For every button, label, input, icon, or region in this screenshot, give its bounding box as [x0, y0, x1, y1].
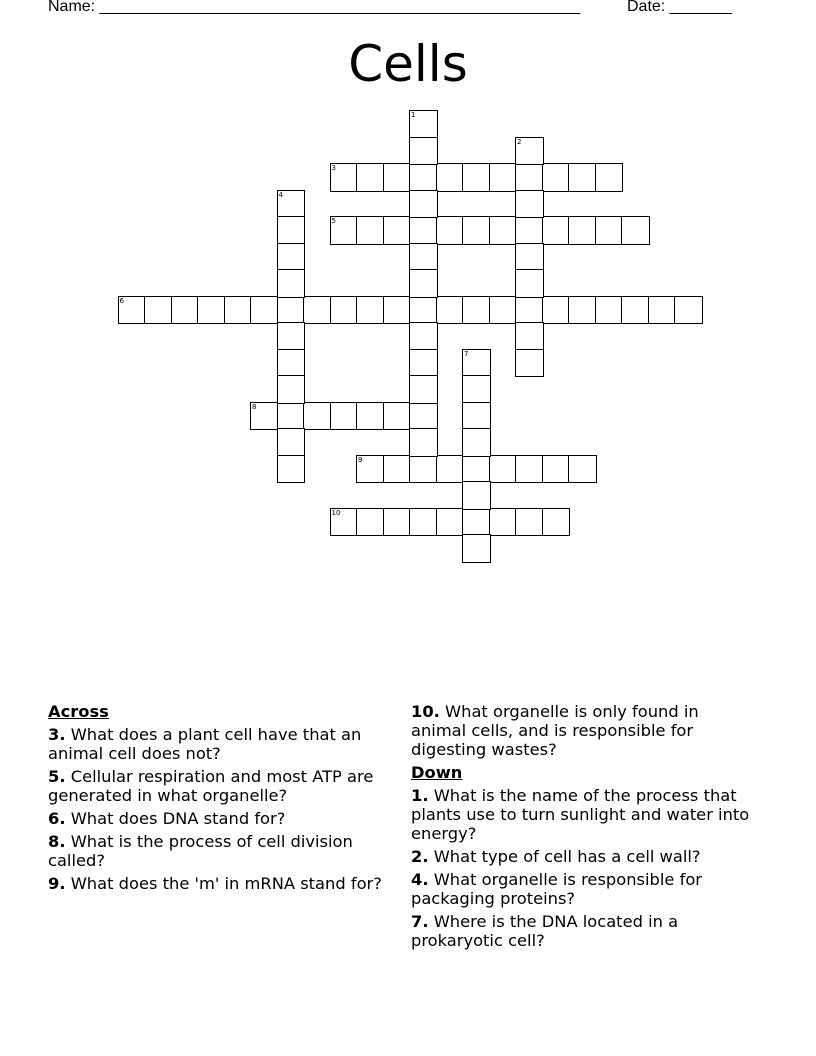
- crossword-cell[interactable]: [409, 428, 438, 457]
- clue-number: 10.: [411, 702, 440, 721]
- crossword-cell[interactable]: [542, 216, 571, 245]
- clue-text: What is the name of the process that plants use to turn sunlight and water into energy?: [411, 786, 750, 843]
- crossword-cell[interactable]: [462, 534, 491, 563]
- clue-number: 9.: [48, 874, 66, 893]
- crossword-cell[interactable]: [409, 137, 438, 166]
- clue-number-label: 10: [331, 508, 341, 517]
- crossword-cell[interactable]: [277, 375, 306, 404]
- clue-number: 5.: [48, 767, 66, 786]
- crossword-cell[interactable]: [489, 296, 518, 325]
- clue-number: 7.: [411, 912, 429, 931]
- crossword-cell[interactable]: [515, 190, 544, 219]
- crossword-cell[interactable]: [383, 163, 412, 192]
- crossword-cell[interactable]: [515, 243, 544, 272]
- crossword-cell[interactable]: [515, 216, 544, 245]
- crossword-cell[interactable]: [277, 269, 306, 298]
- crossword-cell[interactable]: [489, 508, 518, 537]
- crossword-cell[interactable]: [356, 402, 385, 431]
- crossword-cell[interactable]: [515, 322, 544, 351]
- name-line[interactable]: ______________________________________________________: [99, 0, 581, 15]
- crossword-cell[interactable]: [621, 296, 650, 325]
- crossword-cell[interactable]: [330, 402, 359, 431]
- crossword-cell[interactable]: [356, 508, 385, 537]
- crossword-cell[interactable]: [409, 508, 438, 537]
- crossword-cell[interactable]: [277, 190, 306, 219]
- crossword-cell[interactable]: [409, 110, 438, 139]
- crossword-cell[interactable]: [436, 508, 465, 537]
- clue-text: What organelle is responsible for packaging proteins?: [411, 870, 702, 908]
- crossword-cell[interactable]: [462, 402, 491, 431]
- crossword-cell[interactable]: [489, 163, 518, 192]
- crossword-cell[interactable]: [330, 163, 359, 192]
- crossword-cell[interactable]: [356, 163, 385, 192]
- clue-down-7: [411, 912, 756, 950]
- crossword-cell[interactable]: [409, 243, 438, 272]
- crossword-cell[interactable]: [409, 296, 438, 325]
- crossword-cell[interactable]: [515, 455, 544, 484]
- clue-number-label: 2: [517, 137, 522, 146]
- crossword-cell[interactable]: [356, 455, 385, 484]
- crossword-cell[interactable]: [462, 428, 491, 457]
- crossword-cell[interactable]: [648, 296, 677, 325]
- clue-text: What does a plant cell have that an animal cell does not?: [48, 725, 362, 763]
- clue-text: Cellular respiration and most ATP are generated in what organelle?: [48, 767, 374, 805]
- crossword-cell[interactable]: [303, 402, 332, 431]
- crossword-cell[interactable]: [409, 375, 438, 404]
- crossword-cell[interactable]: [674, 296, 703, 325]
- clue-number-label: 9: [358, 455, 363, 464]
- crossword-cell[interactable]: [197, 296, 226, 325]
- crossword-cell[interactable]: [462, 481, 491, 510]
- crossword-cell[interactable]: [595, 216, 624, 245]
- clue-text: What type of cell has a cell wall?: [433, 847, 701, 866]
- crossword-cell[interactable]: [409, 349, 438, 378]
- clue-number: 2.: [411, 847, 429, 866]
- crossword-cell[interactable]: [436, 296, 465, 325]
- clue-number: 3.: [48, 725, 66, 744]
- crossword-cell[interactable]: [383, 455, 412, 484]
- down-heading: Down: [411, 763, 463, 782]
- clue-number: 1.: [411, 786, 429, 805]
- crossword-cell[interactable]: [462, 296, 491, 325]
- crossword-cell[interactable]: [436, 455, 465, 484]
- crossword-cell[interactable]: [409, 402, 438, 431]
- crossword-cell[interactable]: [568, 455, 597, 484]
- page-title: Cells: [348, 35, 468, 93]
- crossword-cell[interactable]: [277, 402, 306, 431]
- crossword-cell[interactable]: [568, 296, 597, 325]
- clue-down-4: [411, 870, 756, 908]
- crossword-cell[interactable]: [224, 296, 253, 325]
- crossword-cell[interactable]: [330, 296, 359, 325]
- clue-across-9: [48, 874, 393, 893]
- clue-down-1: [411, 786, 756, 843]
- clues-left-column: [48, 702, 393, 897]
- clue-down-2: [411, 847, 756, 866]
- clue-across-10: [411, 702, 756, 759]
- clue-across-8: [48, 832, 393, 870]
- crossword-cell[interactable]: [515, 163, 544, 192]
- crossword-cell[interactable]: [436, 163, 465, 192]
- crossword-cell[interactable]: [515, 137, 544, 166]
- crossword-cell[interactable]: [383, 508, 412, 537]
- crossword-cell[interactable]: [277, 455, 306, 484]
- crossword-cell[interactable]: [515, 508, 544, 537]
- crossword-cell[interactable]: [462, 375, 491, 404]
- clue-number-label: 8: [252, 402, 257, 411]
- crossword-cell[interactable]: [277, 243, 306, 272]
- crossword-cell[interactable]: [542, 163, 571, 192]
- clue-number: 8.: [48, 832, 66, 851]
- crossword-cell[interactable]: [409, 455, 438, 484]
- crossword-cell[interactable]: [409, 269, 438, 298]
- crossword-cell[interactable]: [542, 296, 571, 325]
- date-label: Date:: [627, 0, 666, 15]
- crossword-cell[interactable]: [436, 216, 465, 245]
- clue-across-5: [48, 767, 393, 805]
- clue-number-label: 3: [331, 164, 336, 172]
- crossword-cell[interactable]: [568, 216, 597, 245]
- crossword-cell[interactable]: [595, 163, 624, 192]
- crossword-cell[interactable]: [409, 163, 438, 192]
- crossword-cell[interactable]: [144, 296, 173, 325]
- crossword-cell[interactable]: [330, 216, 359, 245]
- crossword-cell[interactable]: [409, 216, 438, 245]
- crossword-cell[interactable]: [277, 216, 306, 245]
- crossword-cell[interactable]: [383, 296, 412, 325]
- clue-number-label: 1: [411, 111, 416, 119]
- crossword-cell[interactable]: [462, 163, 491, 192]
- crossword-cell[interactable]: [409, 190, 438, 219]
- crossword-cell[interactable]: [515, 349, 544, 378]
- clue-across-6: [48, 809, 393, 828]
- crossword-cell[interactable]: [542, 508, 571, 537]
- crossword-cell[interactable]: [118, 296, 147, 325]
- crossword-cell[interactable]: [303, 296, 332, 325]
- clue-number-label: 6: [119, 296, 124, 305]
- crossword-cell[interactable]: [462, 508, 491, 537]
- clue-text: Where is the DNA located in a prokaryotic cell?: [411, 912, 679, 950]
- clue-number-label: 5: [331, 217, 336, 225]
- clue-text: What is the process of cell division called?: [48, 832, 353, 870]
- crossword-cell[interactable]: [277, 322, 306, 351]
- crossword-cell[interactable]: [277, 296, 306, 325]
- crossword-cell[interactable]: [277, 349, 306, 378]
- crossword-cell[interactable]: [515, 269, 544, 298]
- crossword-cell[interactable]: [489, 455, 518, 484]
- clue-across-3: [48, 725, 393, 763]
- crossword-cell[interactable]: [542, 455, 571, 484]
- clue-text: What does the 'm' in mRNA stand for?: [70, 874, 382, 893]
- crossword-cell[interactable]: [462, 216, 491, 245]
- crossword-cell[interactable]: [383, 402, 412, 431]
- crossword-cell[interactable]: [462, 349, 491, 378]
- crossword-cell[interactable]: [409, 322, 438, 351]
- name-label: Name:: [48, 0, 96, 15]
- crossword-cell[interactable]: [489, 216, 518, 245]
- crossword-cell[interactable]: [250, 296, 279, 325]
- crossword-cell[interactable]: [595, 296, 624, 325]
- date-line[interactable]: _______: [669, 0, 732, 15]
- crossword-cell[interactable]: [250, 402, 279, 431]
- crossword-cell[interactable]: [568, 163, 597, 192]
- clue-number: 6.: [48, 809, 66, 828]
- crossword-cell[interactable]: [515, 296, 544, 325]
- clues-right-column: [411, 702, 756, 954]
- clue-number: 4.: [411, 870, 429, 889]
- clue-number-label: 7: [464, 349, 469, 358]
- crossword-cell[interactable]: [277, 428, 306, 457]
- crossword-cell[interactable]: [383, 216, 412, 245]
- clue-text: What organelle is only found in animal cells, and is responsible for digesting wastes?: [411, 702, 699, 759]
- crossword-cell[interactable]: [356, 216, 385, 245]
- crossword-cell[interactable]: [462, 455, 491, 484]
- across-heading: Across: [48, 702, 109, 721]
- clue-number-label: 4: [278, 190, 283, 199]
- crossword-cell[interactable]: [171, 296, 200, 325]
- crossword-cell[interactable]: [356, 296, 385, 325]
- crossword-cell[interactable]: [330, 508, 359, 537]
- crossword-cell[interactable]: [621, 216, 650, 245]
- clue-text: What does DNA stand for?: [70, 809, 286, 828]
